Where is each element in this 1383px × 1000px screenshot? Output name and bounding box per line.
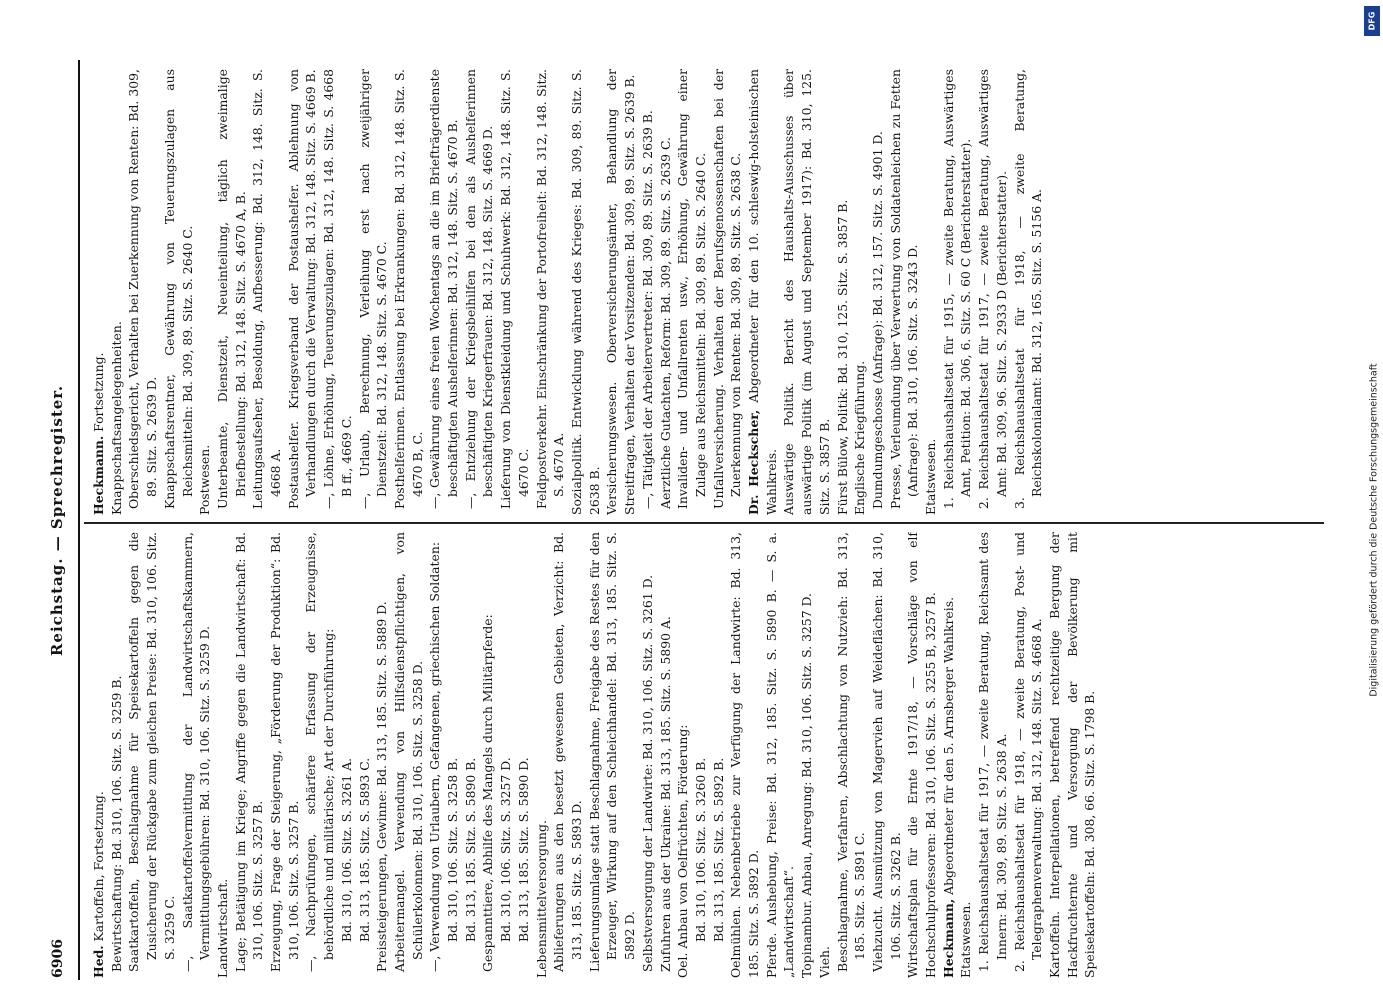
index-entry [657, 69, 675, 515]
index-entry [356, 532, 374, 978]
header-rule [78, 60, 80, 980]
entry-text: Posthelferinnen. Entlassung bei Erkrankungen: Bd. 312, 148. Sitz. S. 4670 B, C. [391, 69, 425, 509]
page-header [48, 63, 74, 978]
index-entry [267, 532, 302, 978]
index-entry [940, 69, 975, 515]
entry-heading: Heckmann, [940, 898, 956, 978]
index-entry [745, 69, 780, 515]
index-entry [674, 532, 692, 978]
index-entry [214, 69, 249, 515]
index-entry [851, 69, 869, 515]
entry-text: Oel. Anbau von Oelfrüchten, Förderung: [675, 724, 691, 978]
page-number: 6906 [50, 939, 66, 978]
index-entry [940, 532, 958, 978]
index-entry [391, 532, 426, 978]
index-entry [834, 69, 852, 515]
index-entry [497, 69, 532, 515]
index-entry [196, 69, 214, 515]
index-entry [479, 532, 497, 978]
entry-text: Auswärtige Politik. Bericht des Haushalts-Ausschusses über auswärtige Politik (im August und September 1917): Bd. 310, 125. Sitz. S. 3857 B. [781, 69, 832, 515]
entry-text: Abgeordneter für den 5. Arnsberger Wahlkreis. [940, 596, 956, 895]
entry-text: —, Urlaub, Berechnung, Verleihung erst nach zweijähriger Dienstzeit: Bd. 312, 148. Sitz. S. 4670 C. [356, 69, 390, 509]
index-entry [533, 532, 551, 978]
index-entry [550, 532, 585, 978]
index-entry [462, 532, 480, 978]
entry-text: Leitungsaufseher, Besoldung, Aufbesserung: Bd. 312, 148. Sitz. S. 4668 A. [250, 69, 284, 509]
column-divider [84, 522, 1324, 524]
entry-text: —, Nachprüfungen, schärfere Erfassung der Erzeugnisse, behördliche und militärische; Art der Durchführung: [303, 532, 337, 972]
entry-text: —, Gewährung eines freien Wochentags an die im Briefträgerdienste beschäftigten Aushelferinnen: Bd. 312, 148. Sitz. S. 4670 B. [427, 69, 461, 509]
index-entry [108, 69, 126, 515]
entry-text: Selbstversorgung der Landwirte: Bd. 310, 106. Sitz. S. 3261 D. [639, 574, 655, 972]
entry-text: Bd. 310, 106. Sitz. S. 3260 B. [692, 757, 708, 942]
entry-text: Lieferungsumlage statt Beschlagnahme, Freigabe des Restes für den Erzeuger, Wirkung auf den Schleichhandel: Bd. 313, 185. Sitz. S. 5892 D. [586, 532, 638, 972]
entry-text: Erzeugung, Frage der Steigerung, „Förderung der Produktion“: Bd. 310, 106. Sitz. S. 3257 B. [268, 532, 301, 972]
index-entry [1011, 532, 1046, 978]
digitization-note: Digitalisierung gefördert durch die Deutsche Forschungsgemeinschaft [1368, 363, 1380, 697]
entry-text: Oelmühlen. Nebenbetriebe zur Verfügung der Landwirte: Bd. 313, 185. Sitz. S. 5892 D. [728, 532, 762, 978]
index-entry [657, 532, 675, 978]
entry-text: Ablieferungen aus den besetzt gewesenen Gebieten, Verzicht: Bd. 313, 185. Sitz. S. 5893 D. [551, 532, 584, 972]
entry-text: Bd. 310, 106. Sitz. S. 3257 D. [498, 757, 514, 942]
index-entry [249, 69, 284, 515]
index-entry [816, 532, 834, 978]
entry-text: —, Löhne, Erhöhung, Teuerungszulagen: Bd. 312, 148. Sitz. S. 4668 B ff., 4669 C. [321, 69, 354, 509]
entry-text: Preissteigerungen, Gewinne: Bd. 313, 185. Sitz. S. 5889 D. [374, 601, 390, 972]
entry-text: Bd. 313, 185. Sitz. S. 5893 C. [356, 757, 372, 942]
index-entry [1046, 532, 1099, 978]
entry-text: Kartoffeln, Fortsetzung. [91, 791, 106, 942]
index-entry [462, 69, 497, 515]
index-entry [798, 532, 816, 978]
index-entry [904, 532, 939, 978]
index-entry [232, 532, 267, 978]
index-entry [515, 532, 533, 978]
entry-text: Lebensmittelversorgung. [533, 820, 549, 978]
index-entry [639, 532, 657, 978]
entry-text: Wirtschaftsplan für die Ernte 1917/18, — Vorschläge von elf Hochschulprofessoren: Bd. 310, 106. Sitz. S. 3255 B, 3257 B. [905, 532, 939, 978]
index-entry [922, 69, 940, 515]
entry-text: Presse, Verleumdung über Verwertung von Soldatenleichen zu Fetten (Anfrage): Bd. 310, 106. Sitz. S. 3243 D. [887, 69, 921, 509]
index-entry [179, 532, 214, 978]
entry-text: Knappschaftsangelegenheiten. [108, 321, 124, 515]
index-entry [90, 532, 108, 978]
index-entry [603, 69, 638, 515]
index-entry [1011, 69, 1046, 515]
index-entry [320, 69, 355, 515]
index-entry [763, 532, 798, 978]
entry-text: Lage; Betätigung im Kriege; Angriffe gegen die Landwirtschaft: Bd. 310, 106. Sitz. S. 3257 B. [232, 532, 266, 972]
index-entry [426, 532, 444, 978]
entry-text: Sozialpolitik. Entwicklung während des Krieges: Bd. 309, 89. Sitz. S. 2638 B. [568, 69, 602, 515]
left-column [90, 532, 1322, 978]
entry-text: Dumdumgeschosse (Anfrage): Bd. 312, 157. Sitz. S. 4901 D. [869, 131, 885, 509]
entry-text: Unfallversicherung. Verhalten der Berufsgenossenschaften bei der Zuerkennung von Renten: Bd. 309, 89. Sitz. S. 2638 C. [710, 69, 744, 509]
index-entry [444, 532, 462, 978]
dfg-logo [1364, 6, 1380, 36]
index-entry [90, 69, 108, 515]
entry-text: Postaushelfer. Kriegsverband der Postaushelfer. Ablehnung von Verhandlungen durch die Verwaltung: Bd. 312, 148. Sitz. S. 4669 B. [285, 69, 319, 509]
entry-text: Oberschiedsgericht, Verhalten bei Zuerkennung von Renten: Bd. 309, 89. Sitz. S. 2639 D. [126, 69, 160, 509]
index-entry [887, 69, 922, 515]
index-entry [639, 69, 657, 515]
index-entry [674, 69, 709, 515]
entry-text: Bd. 313, 185. Sitz. S. 5890 B. [462, 757, 478, 942]
entry-text: Pferde. Aushebung, Preise: Bd. 312, 185. Sitz. S. 5890 B. — S. a. „Landwirtschaft“. [763, 532, 797, 978]
right-column [90, 69, 1322, 515]
index-entry [586, 532, 639, 978]
index-entry [869, 532, 904, 978]
entry-text: Landwirtschaft. [214, 878, 230, 978]
entry-text: Bd. 313, 185. Sitz. S. 5890 D. [515, 757, 531, 942]
entry-text: 2. Reichshaushaltsetat für 1917, — zweite Beratung, Auswärtiges Amt: Bd. 309, 96. Sitz. S. 2933 D (Berichterstatter). [976, 69, 1009, 509]
index-entry [497, 532, 515, 978]
entry-text: 1. Reichshaushaltsetat für 1915, — zweite Beratung, Auswärtiges Amt, Petition: Bd. 306, 6. Sitz. S. 60 C (Berichterstatter). [940, 69, 974, 509]
entry-heading: Hed. [91, 945, 106, 978]
entry-text: Gespannttiere, Abhilfe des Mangels durch Militärpferde: [480, 614, 496, 972]
entry-text: Bd. 310, 106. Sitz. S. 3261 A. [338, 757, 354, 942]
entry-text: Bewirtschaftung: Bd. 310, 106. Sitz. S. 3259 B. [108, 675, 124, 972]
index-entry [727, 532, 762, 978]
entry-text: Kartoffeln. Interpellationen, betreffend rechtzeitige Bergung der Hackfruchternte und Versorgung der Bevölkerung mit Speisekartoffeln: Bd. 308, 66. Sitz. S. 1798 B. [1046, 532, 1098, 978]
entry-text: Aerztliche Gutachten, Reform: Bd. 309, 89. Sitz. S. 2639 C. [657, 137, 673, 509]
entry-text: 2. Reichshaushaltsetat für 1918, — zweite Beratung, Post- und Telegraphenverwaltung: Bd. 312, 148. Sitz. S. 4668 A. [1011, 532, 1045, 972]
entry-text: Arbeitermangel. Verwendung von Hilfsdienstpflichtigen, von Schülerkolonnen: Bd. 310, 106. Sitz. S. 3258 D. [391, 532, 425, 972]
rotated-page [20, 40, 1335, 1000]
index-entry [302, 532, 337, 978]
index-entry [710, 69, 745, 515]
index-entry [125, 69, 160, 515]
entry-text: —, Entziehung der Kriegsbeihilfen bei den als Aushelferinnen beschäftigten Kriegerfrauen: Bd. 312, 148. Sitz. S. 4669 D. [462, 69, 496, 509]
index-entry [391, 69, 426, 515]
entry-text: 3. Reichshaushaltsetat für 1918, — zweite Beratung, Reichskolonialamt: Bd. 312, 165. Sitz. S. 5156 A. [1011, 69, 1045, 509]
index-entry [373, 532, 391, 978]
entry-text: —, Saatkartoffelvermittlung der Landwirtschaftskammern, Vermittlungsgebühren: Bd. 310, 106. Sitz. S. 3259 D. [179, 532, 213, 972]
index-entry [568, 69, 603, 515]
entry-text: Saatkartoffeln, Beschlagnahme für Speisekartoffeln gegen die Zusicherung der Rückgabe zum gleichen Preise: Bd. 310, 106. Sitz. S. 3259 C. [126, 532, 177, 972]
index-entry [338, 532, 356, 978]
entry-text: Bd. 313, 185. Sitz. S. 5892 B. [710, 757, 726, 942]
entry-heading: Heckmann. [91, 435, 106, 515]
entry-text: Feldpostverkehr. Einschränkung der Portofreiheit: Bd. 312, 148. Sitz. S. 4670 A. [533, 69, 567, 509]
entry-text: Englische Kriegführung. [852, 360, 868, 515]
entry-text: Viehzucht. Ausmützung von Magervieh auf Weideflächen: Bd. 310, 106. Sitz. S. 3262 B. [869, 532, 903, 972]
running-title: Reichstag. — Sprechregister. [48, 384, 66, 657]
entry-text: Versicherungswesen. Oberversicherungsämter, Behandlung der Streitfragen, Verhalten der Vorsitzenden: Bd. 309, 89. Sitz. S. 2639 B. [604, 69, 638, 515]
index-entry [975, 69, 1010, 515]
index-entry [533, 69, 568, 515]
entry-text: —, Tätigkeit der Arbeitervertreter: Bd. 309, 89. Sitz. S. 2639 B. [639, 110, 655, 509]
entry-text: Bd. 310, 106. Sitz. S. 3258 B. [445, 757, 461, 942]
index-entry [869, 69, 887, 515]
entry-text: Vieh. [816, 946, 832, 978]
index-entry [285, 69, 320, 515]
entry-text: —, Verwendung von Urlaubern, Gefangenen, griechischen Soldaten: [427, 541, 443, 972]
entry-text: Unterbeamte, Dienstzeit, Neueinteilung, täglich zweimalige Briefbestellung: Bd. 312, 148. Sitz. S. 4670 A, B. [214, 69, 248, 509]
entry-text: Fürst Bülow, Politik: Bd. 310, 125. Sitz. S. 3857 B. [834, 199, 850, 515]
entry-text: Abgeordneter für den 10. schleswig-holsteinischen Wahlkreis. [746, 69, 779, 515]
index-entry [834, 532, 869, 978]
entry-text: Postwesen. [197, 444, 213, 515]
entry-text: 1. Reichshaushaltsetat für 1917, — zweite Beratung, Reichsamt des Innern: Bd. 309, 89. Sitz. S. 2638 A. [976, 532, 1009, 972]
entry-text: Fortsetzung. [91, 352, 106, 432]
index-entry [957, 532, 975, 978]
index-entry [108, 532, 126, 978]
index-entry [975, 532, 1010, 978]
entry-text: Etatswesen. [958, 901, 974, 978]
index-entry [125, 532, 178, 978]
entry-heading: Dr. Heckscher, [746, 409, 762, 515]
index-entry [214, 532, 232, 978]
index-entry [356, 69, 391, 515]
index-entry [710, 532, 728, 978]
entry-text: Topinambur. Anbau, Anregung: Bd. 310, 106. Sitz. S. 3257 D. [799, 593, 815, 978]
index-entry [426, 69, 461, 515]
entry-text: Etatswesen. [923, 438, 939, 515]
entry-text: Invaliden- und Unfallrenten usw., Erhöhung, Gewährung einer Zulage aus Reichsmitteln: Bd. 309, 89. Sitz. S. 2640 C. [675, 69, 708, 509]
index-entry [692, 532, 710, 978]
entry-text: Knappschaftsrentner, Gewährung von Teuerungszulagen aus Reichsmitteln: Bd. 309, 89. Sitz. S. 2640 C. [161, 69, 195, 509]
entry-text: Lieferung von Dienstkleidung und Schuhwerk: Bd. 312, 148. Sitz. S. 4670 C. [498, 69, 531, 509]
entry-text: Beschlagnahme, Verfahren, Abschlachtung von Nutzvieh: Bd. 313, 185. Sitz. S. 5891 C. [834, 532, 868, 972]
index-entry [780, 69, 833, 515]
entry-text: Zufuhren aus der Ukraine: Bd. 313, 185. Sitz. S. 5890 A. [657, 616, 673, 972]
index-entry [161, 69, 196, 515]
dfg-badge-text: DFG [1367, 11, 1377, 31]
